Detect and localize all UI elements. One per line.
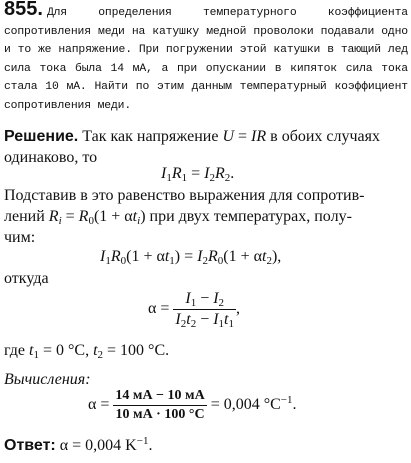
problem-number: 855. bbox=[4, 0, 43, 20]
intro-text-b: в обоих случаях bbox=[270, 128, 381, 145]
equation-1: $I_1R_1 = I_2R_2$. bbox=[161, 165, 235, 184]
formula-resistance: $R_i = R_0(1 + \alpha t_i)$ bbox=[48, 208, 146, 227]
where-label: где bbox=[4, 342, 26, 359]
formula-u-ir: U = IR bbox=[222, 128, 267, 145]
equation-2: $I_1R_0(1 + \alpha t_1) = I_2R_0(1 + \alpha t_2)$, bbox=[100, 248, 282, 267]
line-where: где $t_1 = 0$ °C, $t_2 = 100$ °C. bbox=[4, 342, 170, 361]
calc-fraction bbox=[113, 388, 206, 423]
calc-denominator: 10 мА · 100 °C bbox=[115, 407, 205, 422]
subst-text-b: при двух температурах, полу- bbox=[149, 208, 352, 225]
t2-value: = 100 °C. bbox=[107, 342, 170, 359]
substitution-line-2 bbox=[4, 207, 352, 227]
problem-statement bbox=[4, 0, 408, 116]
solution-line-2: одинаково, то bbox=[4, 149, 98, 166]
calc-result: = 0,004 °C bbox=[210, 396, 281, 414]
subst-text-a: лений bbox=[4, 208, 45, 225]
answer-label: Ответ: bbox=[4, 437, 56, 454]
substitution-line-1: Подставив в это равенство выражения для сопротив- bbox=[4, 187, 365, 204]
calc-label: Вычисления: bbox=[4, 371, 91, 388]
t1-value: = 0 °C, bbox=[42, 342, 90, 359]
line-otkuda: откуда bbox=[4, 270, 49, 287]
calc-equation: α = $\frac{14 мА - 10 мА}{10 мА \cdot 100 ^\circ C}$ = 0,004 $^\circ C^{-1}$. bbox=[88, 388, 297, 422]
line-chim: чим: bbox=[4, 229, 36, 246]
calc-numerator: 14 мА − 10 мА bbox=[113, 388, 206, 406]
problem-text: Для определения температурного коэффициента сопротивления меди на катушку медной проволоки подавали одно и то же напряжение. При погружении этой катушки в тающий лед сила тока была 14 мА, а при опускании в кипяток сила тока стала 10 мА. Найти по этим данным температурный коэффициент сопротивления меди. bbox=[4, 7, 408, 112]
equation-alpha: α = $\frac{I_1 - I_2}{I_2t_2 - I_1t_1}$ , bbox=[148, 290, 240, 330]
intro-text-a: Так как напряжение bbox=[82, 128, 219, 145]
solution-intro bbox=[4, 127, 380, 147]
answer-value: α = 0,004 K bbox=[59, 437, 137, 454]
answer: Ответ: α = 0,004 $K^{-1}$. bbox=[4, 435, 153, 454]
solution-label: Решение. bbox=[4, 128, 79, 145]
alpha-fraction: $\frac{I_1 - I_2}{I_2t_2 - I_1t_1}$ bbox=[175, 290, 234, 330]
